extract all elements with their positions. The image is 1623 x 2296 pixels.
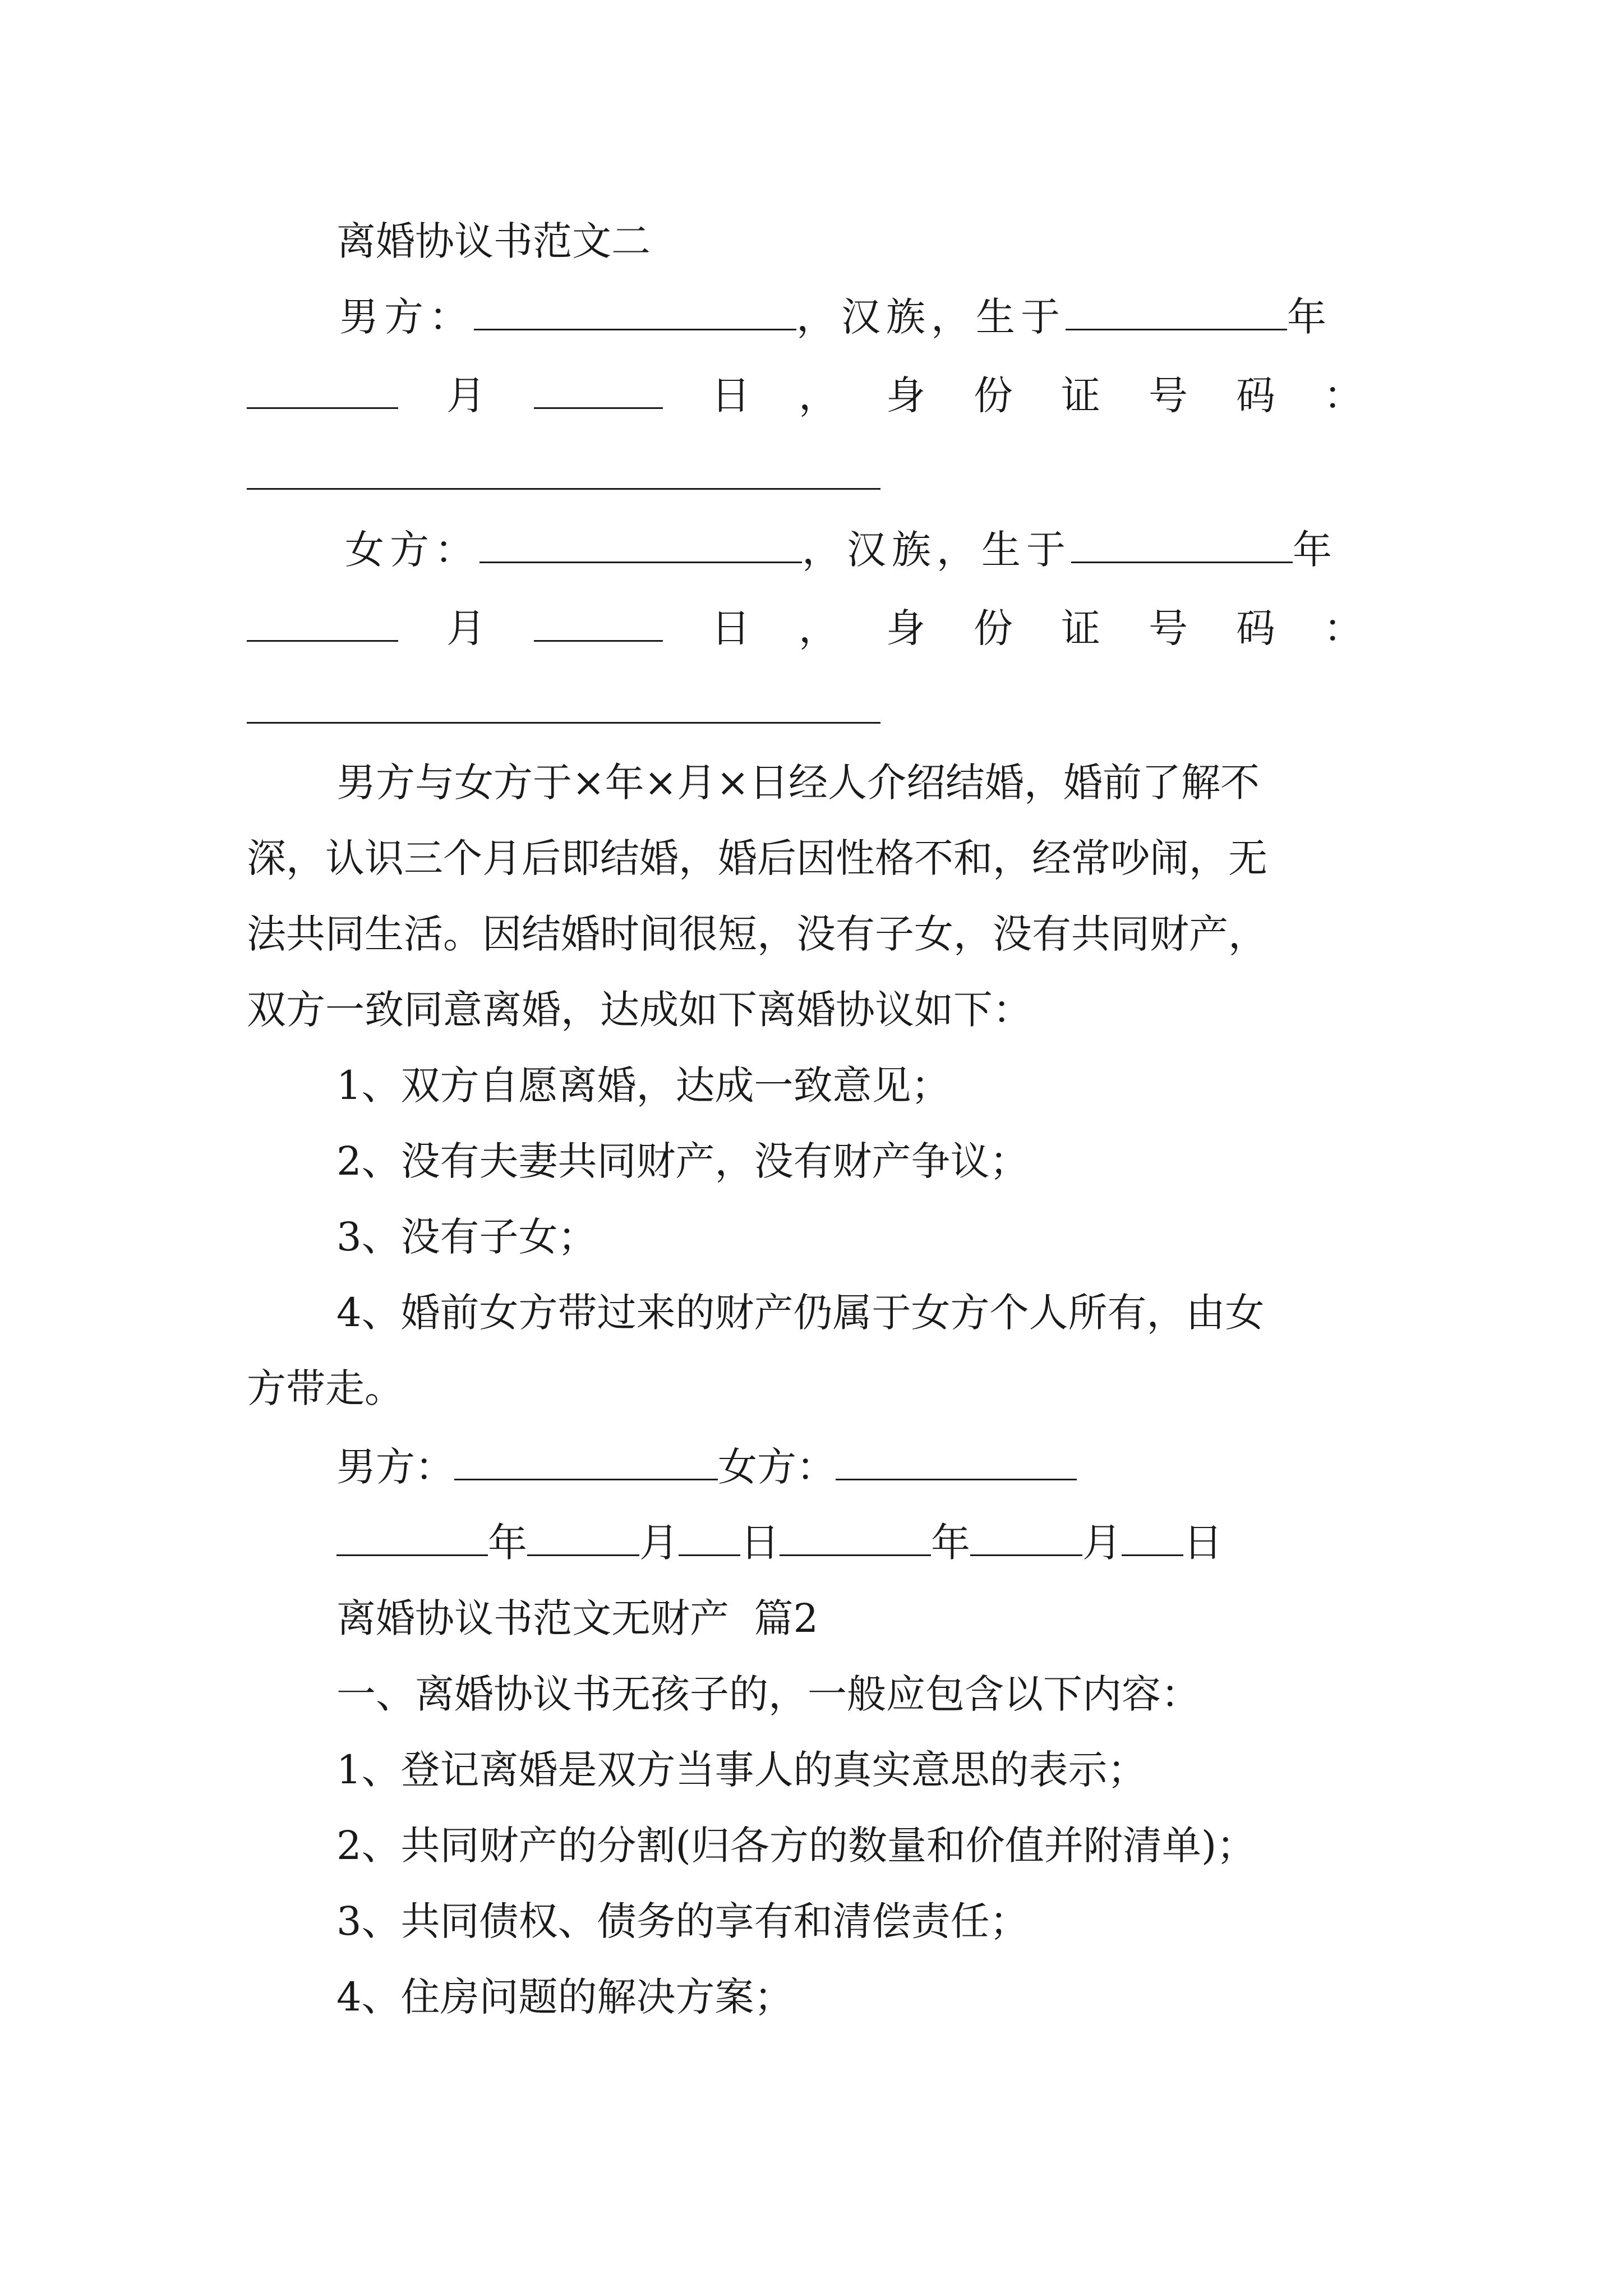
male-id-char: 号	[1149, 372, 1188, 418]
doc-title: 离婚协议书范文二	[336, 218, 651, 264]
paragraph-line: 双方一致同意离婚，达成如下离婚协议如下：	[247, 987, 1032, 1033]
female-birth-month-blank	[247, 613, 398, 642]
female-sign-month-blank	[970, 1527, 1082, 1556]
female-comma: ，	[799, 605, 838, 651]
male-name-blank	[474, 302, 796, 330]
male-label: 男方：	[339, 294, 474, 340]
female-info-line	[345, 527, 1338, 573]
male-id-colon: ：	[1324, 372, 1363, 418]
signature-line	[336, 1444, 1077, 1490]
list-item: 2、共同财产的分割(归各方的数量和价值并附清单)；	[336, 1823, 1256, 1869]
male-sign-year-label: 年	[488, 1520, 527, 1566]
female-id-char: 份	[974, 605, 1013, 651]
paragraph-line: 深，认识三个月后即结婚，婚后因性格不和，经常吵闹，无	[247, 835, 1267, 881]
male-sign-month-blank	[527, 1527, 639, 1556]
list-item: 3、共同债权、债务的享有和清偿责任；	[336, 1898, 1029, 1944]
female-id-char: 证	[1061, 605, 1100, 651]
list-item-continuation: 方带走。	[247, 1365, 404, 1411]
signature-date-line	[336, 1520, 1223, 1566]
male-ethnic-birth: ，汉族，生于	[796, 294, 1066, 340]
male-birth-month-blank	[247, 380, 398, 409]
female-label: 女方：	[345, 527, 479, 573]
male-date-id-line	[247, 372, 1363, 418]
male-sign-day-blank	[679, 1527, 740, 1556]
female-ethnic-birth: ，汉族，生于	[802, 527, 1071, 573]
male-comma: ，	[799, 372, 838, 418]
female-sign-day-label: 日	[1183, 1520, 1223, 1566]
sign-female-blank	[836, 1452, 1077, 1480]
female-birth-year-blank	[1071, 535, 1293, 563]
female-name-blank	[479, 535, 802, 563]
paragraph-line: 法共同生活。因结婚时间很短，没有子女，没有共同财产，	[247, 911, 1267, 957]
sign-male-blank	[454, 1452, 718, 1480]
list-item: 1、双方自愿离婚，达成一致意见；	[336, 1062, 951, 1108]
female-sign-day-blank	[1122, 1527, 1183, 1556]
male-info-line	[339, 294, 1332, 340]
male-id-char: 证	[1061, 372, 1100, 418]
list-item: 2、没有夫妻共同财产，没有财产争议；	[336, 1138, 1029, 1184]
section-intro: 一、离婚协议书无孩子的，一般应包含以下内容：	[336, 1671, 1200, 1717]
male-birth-day-blank	[534, 380, 663, 409]
male-sign-year-blank	[336, 1527, 488, 1556]
male-id-char: 份	[974, 372, 1013, 418]
female-id-colon: ：	[1324, 605, 1363, 651]
male-id-char: 码	[1236, 372, 1275, 418]
female-id-char: 号	[1149, 605, 1188, 651]
list-item: 3、没有子女；	[336, 1214, 597, 1260]
male-month-label: 月	[446, 372, 486, 418]
female-day-label: 日	[711, 605, 750, 651]
male-birth-year-blank	[1066, 302, 1287, 330]
female-sign-year-label: 年	[931, 1520, 970, 1566]
paragraph-line: 男方与女方于×年×月×日经人介绍结婚，婚前了解不	[336, 760, 1260, 806]
female-id-number-blank	[247, 722, 880, 724]
sign-female-label: 女方：	[718, 1444, 836, 1490]
list-item: 4、住房问题的解决方案；	[336, 1974, 794, 2020]
female-year-label: 年	[1293, 527, 1338, 573]
sign-male-label: 男方：	[336, 1444, 454, 1490]
male-sign-month-label: 月	[639, 1520, 679, 1566]
male-year-label: 年	[1287, 294, 1332, 340]
list-item: 1、登记离婚是双方当事人的真实意思的表示；	[336, 1747, 1147, 1793]
female-sign-year-blank	[780, 1527, 931, 1556]
female-sign-month-label: 月	[1082, 1520, 1122, 1566]
female-id-char: 身	[886, 605, 925, 651]
male-day-label: 日	[711, 372, 750, 418]
male-id-char: 身	[886, 372, 925, 418]
female-birth-day-blank	[534, 613, 663, 642]
female-date-id-line	[247, 605, 1363, 651]
section-title: 离婚协议书范文无财产 篇2	[336, 1595, 819, 1641]
male-id-number-blank	[247, 488, 880, 490]
male-sign-day-label: 日	[740, 1520, 780, 1566]
list-item: 4、婚前女方带过来的财产仍属于女方个人所有，由女	[336, 1290, 1265, 1336]
female-month-label: 月	[446, 605, 486, 651]
female-id-char: 码	[1236, 605, 1275, 651]
